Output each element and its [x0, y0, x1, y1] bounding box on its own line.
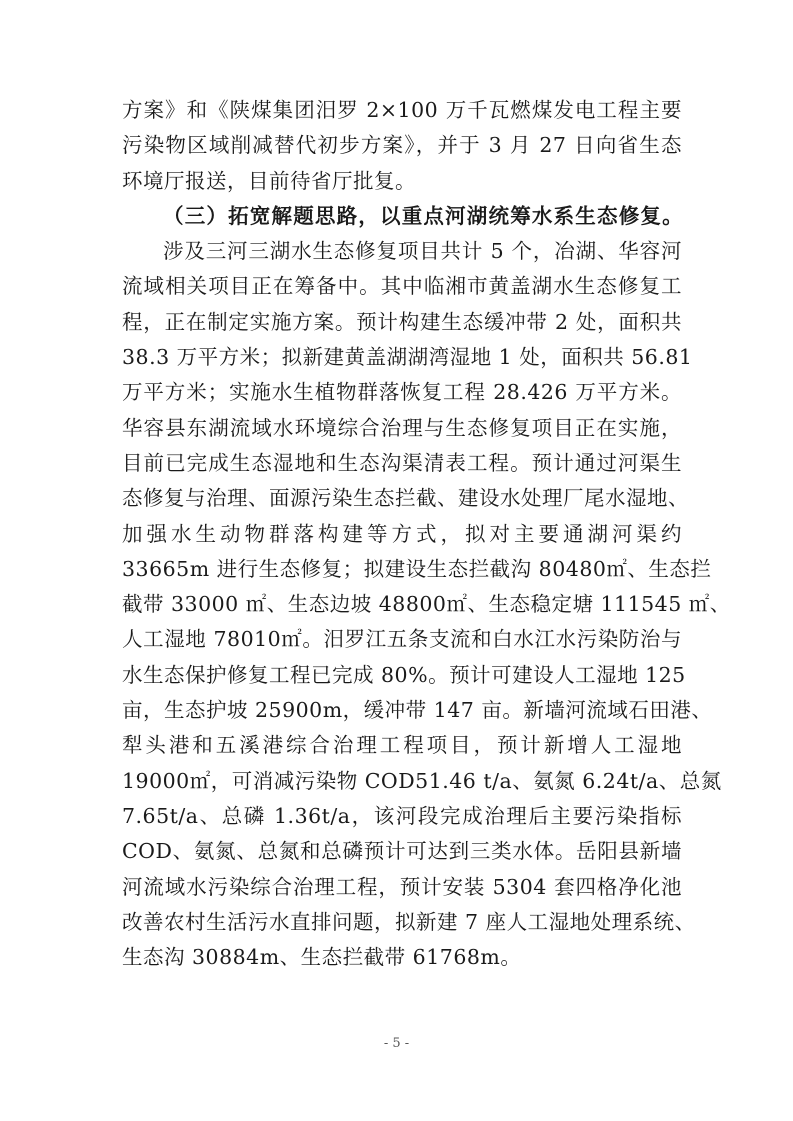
paragraph-line: 改善农村生活污水直排问题，拟新建 7 座人工湿地处理系统、: [122, 909, 696, 934]
paragraph-line: 程，正在制定实施方案。预计构建生态缓冲带 2 处，面积共: [122, 309, 682, 334]
paragraph-line: 生态沟 30884m、生态拦截带 61768m。: [122, 945, 522, 970]
paragraph-line: 19000㎡，可消减污染物 COD51.46 t/a、氨氮 6.24t/a、总氮: [122, 768, 722, 793]
paragraph-line: 河流域水污染综合治理工程，预计安装 5304 套四格净化池: [122, 874, 682, 899]
paragraph-line: 流域相关项目正在筹备中。其中临湘市黄盖湖水生态修复工: [122, 274, 682, 299]
section-heading: （三）拓宽解题思路，以重点河湖统筹水系生态修复。: [163, 203, 684, 228]
paragraph-line: 污染物区域削减替代初步方案》，并于 3 月 27 日向省生态: [122, 133, 682, 158]
paragraph-line: 环境厅报送，目前待省厅批复。: [122, 168, 416, 193]
paragraph-line: 华容县东湖流域水环境综合治理与生态修复项目正在实施，: [122, 415, 682, 440]
document-body: [122, 93, 731, 975]
paragraph-line: 水生态保护修复工程已完成 80%。预计可建设人工湿地 125: [122, 662, 686, 687]
paragraph-line: 万平方米；实施水生植物群落恢复工程 28.426 万平方米。: [122, 380, 682, 405]
paragraph-line: 态修复与治理、面源污染生态拦截、建设水处理厂尾水湿地、: [122, 486, 689, 511]
paragraph-line: 截带 33000 ㎡、生态边坡 48800㎡、生态稳定塘 111545 ㎡、: [122, 592, 731, 617]
paragraph-line: 38.3 万平方米；拟新建黄盖湖湖湾湿地 1 处，面积共 56.81: [122, 345, 693, 370]
paragraph-line: 加强水生动物群落构建等方式，拟对主要通湖河渠约: [122, 521, 682, 546]
paragraph-line: COD、氨氮、总氮和总磷预计可达到三类水体。岳阳县新墙: [122, 839, 682, 864]
page-number: - 5 -: [383, 1036, 410, 1051]
paragraph-line: 7.65t/a、总磷 1.36t/a，该河段完成治理后主要污染指标: [122, 803, 682, 828]
paragraph-line: 人工湿地 78010㎡。汨罗江五条支流和白水江水污染防治与: [122, 627, 682, 652]
paragraph-line: 犁头港和五溪港综合治理工程项目，预计新增人工湿地: [122, 733, 682, 758]
paragraph-line: 33665m 进行生态修复；拟建设生态拦截沟 80480㎡、生态拦: [122, 556, 712, 581]
paragraph-line: 方案》和《陕煤集团汨罗 2×100 万千瓦燃煤发电工程主要: [122, 98, 682, 122]
paragraph-line: 涉及三河三湖水生态修复项目共计 5 个，冶湖、华容河: [163, 239, 682, 264]
paragraph-line: 目前已完成生态湿地和生态沟渠清表工程。预计通过河渠生: [122, 450, 682, 475]
paragraph-line: 亩，生态护坡 25900m，缓冲带 147 亩。新墙河流域石田港、: [122, 698, 713, 723]
